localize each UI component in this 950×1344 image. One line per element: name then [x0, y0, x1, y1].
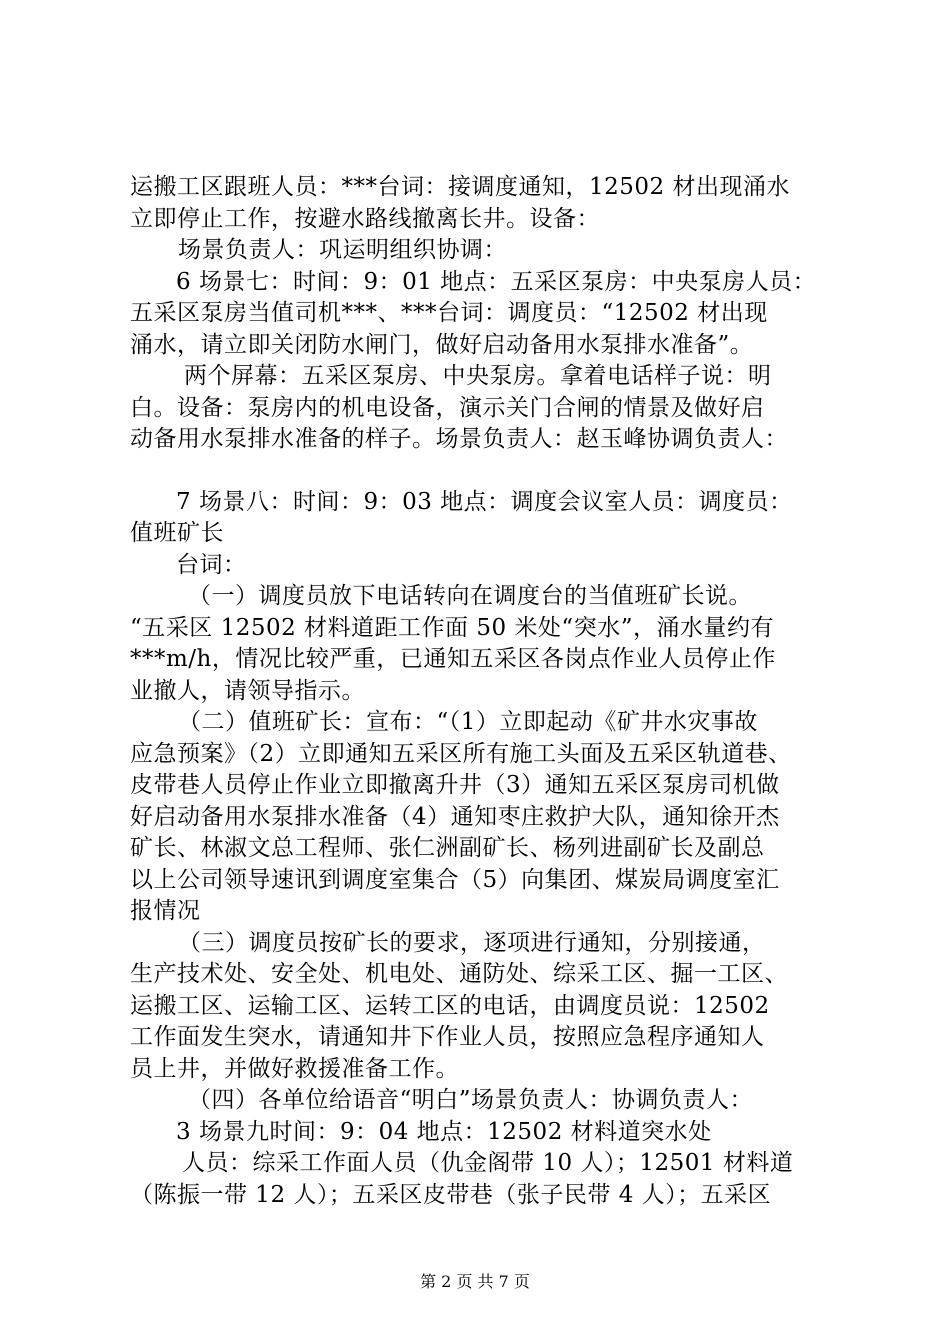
text-line: 白。设备：泵房内的机电设备，演示关门合闸的情景及做好启 [130, 394, 765, 421]
text-line: 报情况 [130, 898, 201, 924]
text-line: （二）值班矿长：宣布：“（1）立即起动《矿井水灾事故 [178, 709, 758, 735]
text-line: 涌水，请立即关闭防水闸门，做好启动备用水泵排水准备”。 [130, 331, 754, 358]
text-line: 五采区泵房当值司机***、***台词：调度员：“12502 材出现 [130, 300, 768, 326]
text-line: 运搬工区跟班人员：***台词：接调度通知，12502 材出现涌水 [130, 174, 790, 200]
page-footer: 第 2 页 共 7 页 [420, 1272, 530, 1291]
text-line: 员上井，并做好救援准备工作。 [130, 1055, 459, 1082]
text-line: 矿长、林淑文总工程师、张仁洲副矿长、杨列进副矿长及副总 [130, 835, 765, 861]
text-line: （四）各单位给语音“明白”场景负责人：协调负责人： [188, 1087, 754, 1113]
text-line: 以上公司领导速讯到调度室集合（5）向集团、煤炭局调度室汇 [130, 866, 780, 893]
text-line: （三）调度员按矿长的要求，逐项进行通知，分别接通， [178, 929, 766, 956]
text-line: 6 场景七：时间：9：01 地点：五采区泵房：中央泵房人员： [176, 268, 817, 295]
text-line: 工作面发生突水，请通知井下作业人员，按照应急程序通知人 [130, 1024, 765, 1050]
text-line [130, 456, 830, 487]
text-line: （一）调度员放下电话转向在调度台的当值班矿长说。 [188, 583, 752, 609]
text-line: 两个屏幕：五采区泵房、中央泵房。拿着电话样子说：明 [184, 363, 772, 389]
text-line: 值班矿长 [130, 520, 224, 546]
text-line: 运搬工区、运输工区、运转工区的电话，由调度员说：12502 [130, 992, 770, 1019]
text-line: 皮带巷人员停止作业立即撤离升井（3）通知五采区泵房司机做 [130, 772, 780, 798]
text-line: （陈振一带 12 人）；五采区皮带巷（张子民带 4 人）；五采区 [130, 1181, 772, 1208]
text-line: ***m/h，情况比较严重，已通知五采区各岗点作业人员停止作 [130, 646, 776, 672]
text-line: 应急预案》（2）立即通知五采区所有施工头面及五采区轨道巷、 [130, 740, 792, 767]
text-line: 3 场景九时间：9：04 地点：12502 材料道突水处 [176, 1118, 712, 1145]
text-line: 动备用水泵排水准备的样子。场景负责人：赵玉峰协调负责人： [130, 426, 788, 452]
document-body [130, 172, 830, 1211]
text-line: 人员：综采工作面人员（仇金阁带 10 人）；12501 材料道 [182, 1150, 794, 1176]
text-line: 业撤人，请领导指示。 [130, 677, 365, 704]
text-line: 台词： [176, 551, 247, 578]
text-line: 7 场景八：时间：9：03 地点：调度会议室人员：调度员： [176, 488, 793, 515]
text-line: 生产技术处、安全处、机电处、通防处、综采工区、掘一工区、 [130, 961, 788, 987]
text-line: “五采区 12502 材料道距工作面 50 米处“突水”，涌水量约有 [130, 614, 774, 641]
text-line: 场景负责人：巩运明组织协调： [178, 237, 507, 263]
text-line: 立即停止工作，按避水路线撤离长井。设备： [130, 205, 600, 232]
text-line: 好启动备用水泵排水准备（4）通知枣庄救护大队，通知徐开杰 [130, 803, 780, 830]
